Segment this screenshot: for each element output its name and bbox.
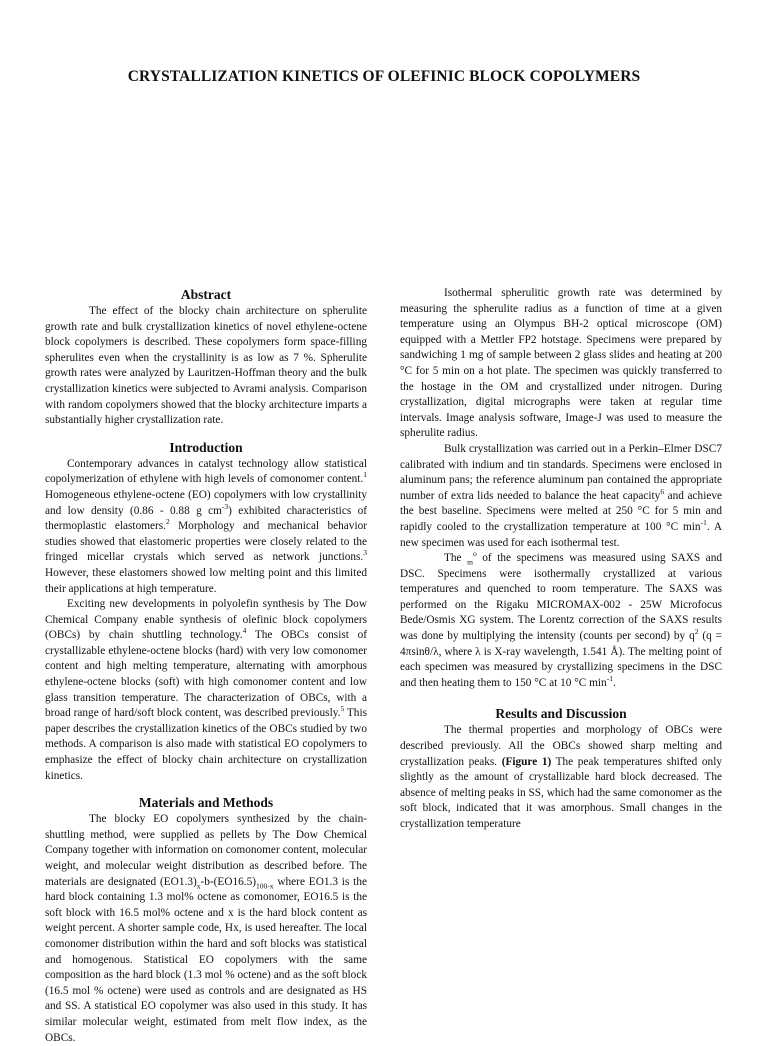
abstract-heading: Abstract — [180, 287, 232, 302]
right-column — [400, 286, 722, 833]
figure-1-reference[interactable]: (Figure 1) — [501, 755, 552, 768]
results-heading: Results and Discussion — [495, 706, 627, 722]
methods-paragraph-2: Isothermal spherulitic growth rate was determined by measuring the spherulite radius as a function of time at a given temperature using an Olympus BH-2 optical microscope (OM) equipped with a Mettler FP2 hotstage. Specimens were prepared by sandwiching 1 mg of sample between 2 glass slides and heating at 200 °C for 5 min on a hot plate. The specimen was quickly transferred to the hostage in the OM and crystallized under nitrogen. During crystallization, digital micrographs were taken at regular time intervals. Image analysis software, Image-J was used to measure the spherulite radius. — [400, 287, 722, 440]
methods-heading: Materials and Methods — [138, 795, 274, 811]
abstract-text: The effect of the blocky chain architecture on spherulite growth rate and bulk crystallization kinetics of novel ethylene-octene block copolymers is described. These copolymers form space-filling spherulites even when the crystallinity is as low as 7 %. Spherulite growth rates were analyzed by Lauritzen-Hoffman theory and the bulk crystallization kinetics were subjected to Avrami analysis. Comparison with random copolymers showed that the blocky architecture imparts a substantially higher crystallization rate. — [45, 305, 367, 427]
methods-paragraph-3: Bulk crystallization was carried out in a Perkin–Elmer DSC7 calibrated with indium and tin standards. Specimens were enclosed in aluminum pans; the reference aluminum pan contained the appropriate number of extra lids needed to balance the heat capacity$^6$ and achieve the best baseline. Specimens were melted at 250 °C for 5 min and rapidly cooled to the crystallization temperature at 100 °C $\min^{-1}$. A new specimen was used for each isothermal test. — [400, 442, 723, 549]
methods-paragraph-4: The $_m^o$ of the specimens was measured using SAXS and DSC. Specimens were isothermally crystallized at various temperatures and quenched to room temperature. The SAXS was performed on the Rigaku MICROMAX-002 - 25W Microfocus Bede/Osmis XG system. The Lorentz correction of the SAXS results was done by multiplying the intensity (counts per second) by $q^2$ (q = 4πsinθ/λ, where λ is X-ray wavelength, 1.541 Å). The melting point of each specimen was measured by crystallizing specimens in the DSC and then heating them to 150 °C at 10 °C $\min^{-1}$. — [400, 549, 722, 689]
introduction-heading: Introduction — [169, 439, 243, 455]
paper-title: CRYSTALLIZATION KINETICS OF OLEFINIC BLOCK COPOLYMERS — [127, 68, 641, 85]
left-column — [45, 286, 367, 1046]
intro-paragraph-1: Contemporary advances in catalyst technology allow statistical copolymerization of ethylene with high levels of comonomer content.$^1$ Homogeneous ethylene-octene (EO) copolymers with low crystallinity and low density (0.86 - 0.88 g $cm^{-3}$) exhibited characteristics of thermoplastic elastomers.$^2$ Morphology and mechanical behavior studies showed that elastomeric properties were closely related to the fringed micellar crystals which served as network junctions.$^3$ However, these elastomers showed low melting point and this limited their applications at high temperature. — [45, 457, 367, 595]
methods-paragraph-1: The blocky EO copolymers synthesized by the chain-shuttling method, were supplied as pellets by The Dow Chemical Company together with information on comonomer content, molecular weight, and molecular weight distribution as described before. The materials are designated $(EO1.3)_x-b-(EO16.5)_{100-x}$ where EO1.3 is the hard block containing 1.3 mol% octene as comonomer, EO16.5 is the soft block with 16.5 mol% octene and x is the hard block content as weight percent. A shorter sample code, Hx, is used hereafter. The local comonomer distribution within the hard and soft blocks was statistical and homogenous. Statistical EO copolymers with the same composition as the hard block (1.3 mol % octene) and as the soft block (16.5 mol % octene) were used as controls and are designated as HS and SS. A statistical EO copolymer was also used in this study. It has similar molecular weight, estimated from melt flow index, as the OBCs. — [45, 813, 367, 1044]
intro-paragraph-2: Exciting new developments in polyolefin synthesis by The Dow Chemical Company enable synthesis of olefinic block copolymers (OBCs) by chain shuttling technology.$^4$ The OBCs consist of crystallizable ethylene-octene blocks (hard) with very low comonomer content and high melting temperature, alternating with amorphous ethylene-octene blocks (soft) with high comonomer content and low glass transition temperature. The characterization of OBCs, with a broad range of hard/soft block content, was described previously.$^5$ This paper describes the crystallization kinetics of the OBCs studied by two methods. A comparison is also made with statistical EO copolymers to emphasize the effect of blocky chain architecture on crystallization kinetics. — [45, 598, 367, 782]
results-paragraph-1: The thermal properties and morphology of OBCs were described previously. All the OBCs showed sharp melting and crystallization peaks. (Figure 1) The peak temperatures shifted only slightly as the amount of crystallizable hard block decreased. The absence of melting peaks in SS, which had the same comonomer as the soft block, indicated that it was amorphous. Small changes in the crystallization temperature — [400, 724, 722, 830]
